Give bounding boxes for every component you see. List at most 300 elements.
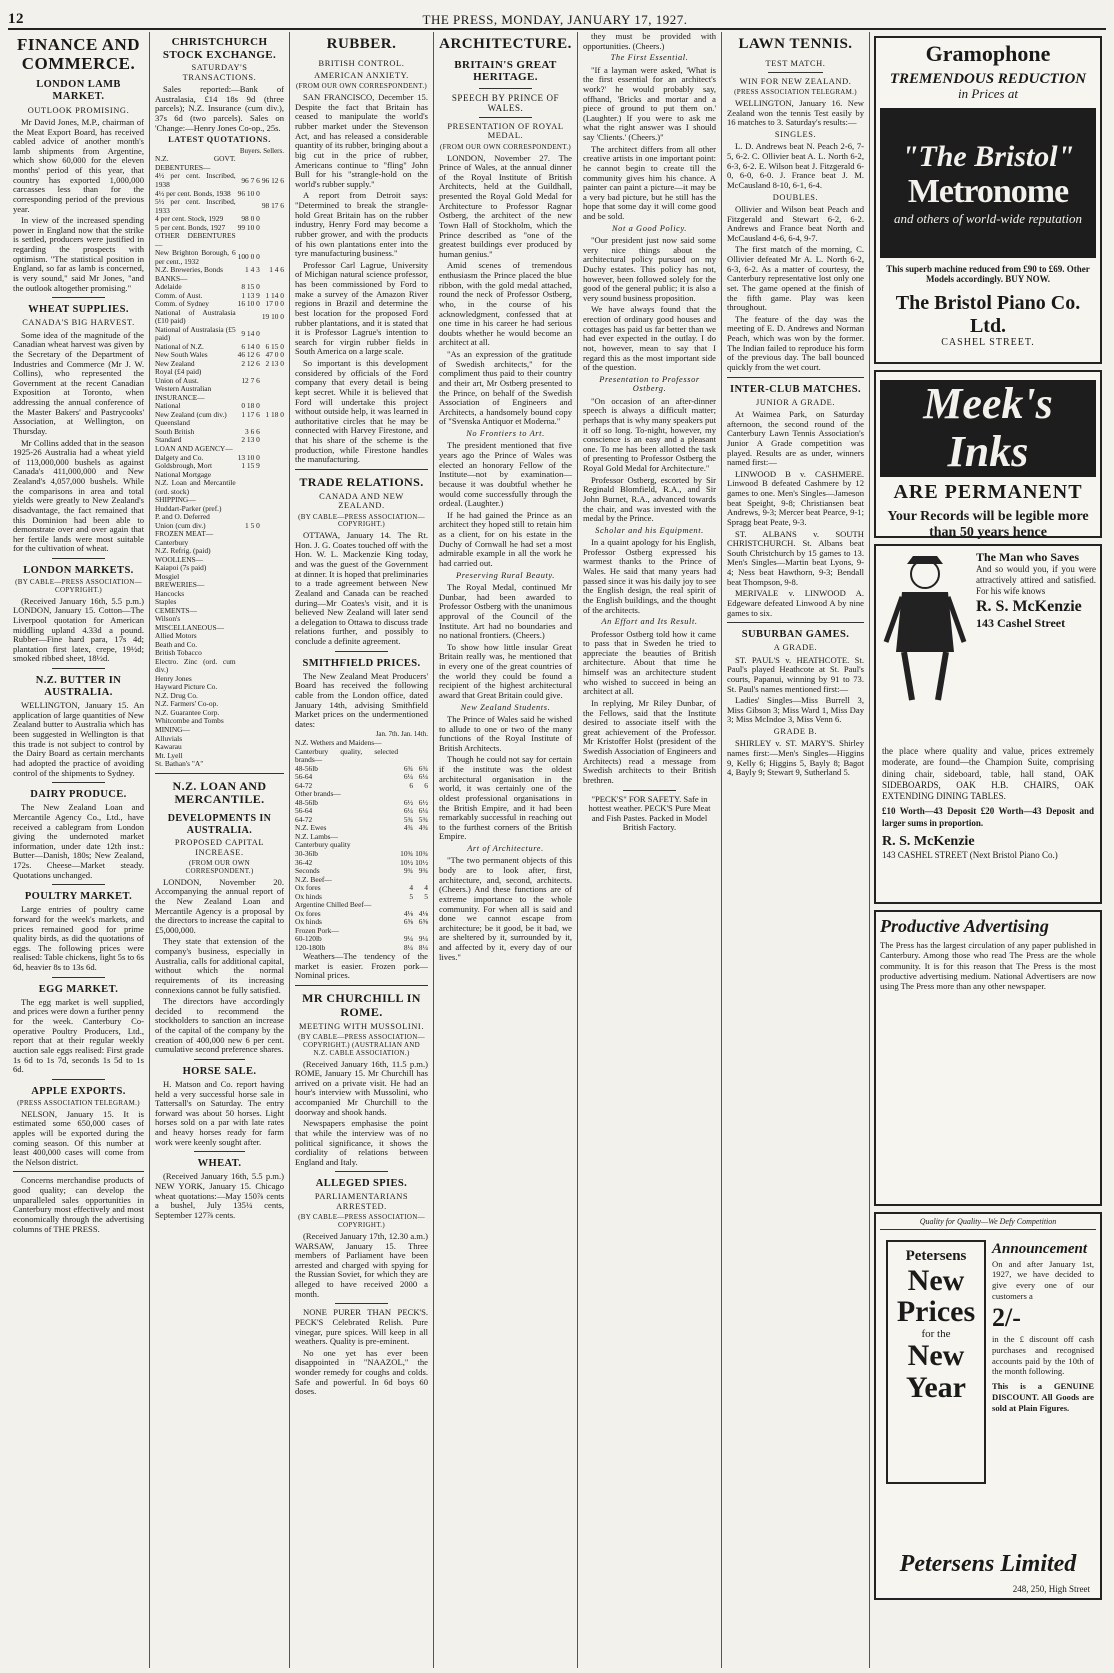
table-cell-name: Canterbury: [155, 537, 189, 547]
advert-address: 143 CASHEL STREET (Next Bristol Piano Co.): [882, 850, 1058, 861]
table-cell-value: [236, 539, 260, 548]
newspaper-title: THE PRESS, MONDAY, JANUARY 17, 1927.: [422, 12, 688, 27]
table-cell-value: 96 7 6: [241, 175, 260, 185]
table-cell-value: [236, 232, 260, 249]
table-cell-name: N.Z. Farmers' Co-op.: [155, 699, 219, 709]
table-cell-name: British Tobacco: [155, 648, 202, 658]
advert-signature: Petersens Limited: [899, 1551, 1077, 1578]
table-column-headers: Jan. 7th. Jan. 14th.: [375, 730, 428, 739]
divider: [727, 622, 864, 623]
article-subheading: MEETING WITH MUSSOLINI.: [298, 1021, 425, 1031]
table-row: [155, 155, 284, 172]
divider: [479, 88, 532, 89]
article-crosshead: No Frontiers to Art.: [466, 429, 545, 439]
table-cell-name: OTHER DEBENTURES—: [155, 231, 236, 249]
divider: [335, 1303, 388, 1304]
article-crosshead: Scholar and his Equipment.: [595, 525, 704, 535]
table-cell-value: 4: [424, 883, 428, 893]
table-cell-name: LOAN AND AGENCY—: [155, 443, 233, 453]
table-cell-name: N.Z. Refrig. (paid): [155, 546, 211, 556]
table-cell-value: 2 13 0: [241, 435, 260, 445]
article-subheading: GRADE B.: [773, 727, 818, 737]
advert-address: 248, 250, High Street: [1012, 1583, 1090, 1594]
table-cell-value: [236, 573, 260, 582]
table-cell-name: Kawarau: [155, 742, 182, 752]
table-cell-name: Huddart-Parker (pref.): [155, 503, 222, 513]
article-paragraph: If he had gained the Prince as an architect they hoped still to retain him as a client, for on his estate in the Duchy of Cornwall he had set a most admirable example in all the work he had carried out.: [439, 509, 572, 568]
table-cell-value: [236, 479, 260, 496]
advert-text: the place where quality and value, prices extremely moderate, are found—the Champion Suite, comprising dining chair, sideboard, table, hall stand, OAK SIDEBOARDS, OAK H.B. CHAIRS, OAK EXTENDING DINING TABLES.: [882, 746, 1094, 801]
column-lawn-tennis: [722, 32, 870, 1668]
table-cell-name: Ox hinds: [295, 917, 322, 927]
table-cell-value: 4⅛: [418, 908, 428, 918]
table-cell-value: [236, 556, 260, 565]
table-cell-value: 6¼: [418, 806, 428, 816]
article-paragraph: (Received January 16th, 5.5 p.m.) LONDON, January 15. Cotton—The Liverpool quotation for American middling upland 4.33d a pound. Rubber—Fine hard para, 17s 4d; plantation first latex, crepe, 19½d; smoked ribbed sheet, 18½d.: [13, 595, 144, 664]
table-cell-value: [413, 739, 428, 748]
advert-company: R. S. McKenzie: [882, 833, 975, 849]
article-paragraph: In a quaint apology for his English, Professor Ostberg expressed his warmest thanks to the Prince of Wales. He said that many years had passed since it was his daily joy to see the English design, the real spirit of the English buildings, and the thought of the architects.: [583, 537, 716, 615]
article-subheading: PROPOSED CAPITAL INCREASE.: [174, 838, 265, 857]
article-paragraph: "Our president just now said some very nice things about the architectural policy pursued on my Duchy estates. This policy has not, however, been followed solely for the good of the general public; it is also a very sound business proposition.: [583, 235, 716, 303]
table-row: [155, 309, 284, 326]
table-cell-value: [260, 249, 284, 266]
table-cell-value: [260, 505, 284, 514]
gramophone-banner: [880, 108, 1096, 258]
article-paragraph: OTTAWA, January 14. The Rt. Hon. J. G. Coates touched off with the Hon. W. L. Mackenzie King today, and was the guest of the Government at dinner. It is hoped that preliminaries to a trade agreement between New Zealand and Canada can be reached during—Mr Coates's visit, and it is believed New Zealand will later send a delegation to Ottawa to discuss trade relations further, and possibly to conclude a definite agreement.: [295, 530, 428, 647]
article-paragraph: Mr Collins added that in the season 1925-26 Australia had a wheat yield of 113,000,000 bushels as against Canada's 411,000,000 and New Zealand's 4,057,000 bushels. While the comparisons in area and total yields were greatly to New Zealand's disadvantage, the fact remained that this Dominion had been able to demonstrate over and over again that her fertile lands were most suitable for the cultivation of wheat.: [13, 437, 144, 554]
article-subheading: A GRADE.: [773, 643, 818, 653]
table-cell-value: [260, 436, 284, 445]
table-cell-value: [260, 683, 284, 692]
article-heading: SMITHFIELD PRICES.: [302, 657, 421, 669]
table-cell-value: 13 10 0: [237, 452, 260, 462]
article-paragraph: The directors have accordingly decided to recommend the stockholders to sanction an increase of the capital of the company by the creation of 400,000 new 6 per cent. cumulative second preference shares.: [155, 996, 284, 1055]
article-credit: (BY CABLE—PRESS ASSOCIATION—COPYRIGHT.): [298, 1213, 425, 1230]
table-cell-value: 10½: [415, 857, 428, 867]
table-cell-name: Wilson's: [155, 614, 181, 624]
article-subheading: BRITAIN'S GREAT HERITAGE.: [454, 58, 557, 84]
advert-body: [882, 746, 1094, 862]
table-cell-value: 1 18 0: [265, 409, 284, 419]
table-cell-value: [260, 530, 284, 539]
article-paragraph: So important is this development considered by officials of the Ford company that every detail is being kept secret. While it is believed that Ford will undertake this project without outside help, it was learned in authoritative circles that he may be connected with Harvey Firestone, and that his share of the scheme is the production, while Firestone handles the manufacturing.: [295, 358, 428, 465]
table-cell-value: [398, 739, 413, 748]
divider: [295, 985, 428, 986]
article-paragraph: (Received January 16th, 11.5 p.m.) ROME, January 15. Mr Churchill has arrived on a private visit. He had an hour's interview with Mussolini, who accompanied Mr Churchill to the doorway and shook hands.: [295, 1058, 428, 1117]
table-cell-name: Western Australian: [155, 384, 212, 394]
divider: [335, 651, 388, 652]
table-cell-value: [236, 760, 260, 769]
table-cell-value: [260, 428, 284, 437]
table-cell-value: [260, 752, 284, 761]
table-cell-name: Ox hinds: [295, 891, 322, 901]
table-cell-name: MINING—: [155, 725, 190, 734]
article-paragraph: L. D. Andrews beat N. Peach 2-6, 7-5, 6-2. C. Ollivier beat A. L. North 6-2, 6-3, 6-2. E. Wilson beat J. Fitzgerald 6-0, 6-0, 6-0. J. France beat J. M. McCausland 8-10, 6-1, 6-4.: [727, 141, 864, 190]
table-cell-value: 1 5 0: [245, 520, 260, 530]
table-cell-name: Union of Aust.: [155, 375, 199, 385]
table-cell-value: 1 4 6: [269, 265, 284, 275]
article-subheading: PARLIAMENTARIANS ARRESTED.: [314, 1192, 409, 1211]
article-subheading: CANADA AND NEW ZEALAND.: [319, 491, 404, 511]
advert-tagline: ARE PERMANENT: [893, 480, 1083, 503]
table-cell-value: [260, 496, 284, 505]
table-cell-value: 4¾: [418, 823, 428, 833]
table-cell-value: 1 15 9: [241, 461, 260, 471]
article-paragraph: We have always found that the erection of ordinary good houses and cottages has paid us far better than we had ever expected in the outlay. I do not, however, mean to say that I regard this as the most important side of the question.: [583, 304, 716, 373]
table-cell-value: 5¾: [418, 814, 428, 824]
article-heading: EGG MARKET.: [38, 983, 119, 995]
article-heading: LONDON LAMB MARKET.: [36, 79, 121, 103]
table-cell-name: N.Z. Guarantee Corp.: [155, 707, 220, 717]
article-heading: WHEAT.: [197, 1158, 242, 1170]
table-cell-value: [236, 385, 260, 394]
article-paragraph: Amid scenes of tremendous enthusiasm the Prince placed the blue ribbon, with the gold medal attached, round the neck of Professor Ostberg, who, in the course of his acknowledgment, confessed that at one time in his career he had serious doubts whether he would become an architect at all.: [439, 260, 572, 348]
article-paragraph: A report from Detroit says: "Determined to break the strangle-hold Great Britain has on the rubber industry, Henry Ford may become a rubber grower, and with the products of his own plantations enter into the tyre manufacturing business.": [295, 190, 428, 259]
table-cell-value: [413, 833, 428, 842]
advert-headline: Announcement: [992, 1241, 1088, 1257]
table-cell-value: [260, 385, 284, 394]
article-crosshead: Not a Good Policy.: [611, 223, 687, 233]
table-cell-value: [260, 224, 284, 233]
small-advert: "PECK'S" FOR SAFETY. Safe in hottest weather. PECK'S Pure Meat and Fish Pastes. Packed in Model British Factory.: [588, 793, 711, 833]
table-cell-value: 6¼: [403, 806, 414, 816]
table-cell-value: [236, 607, 260, 616]
table-cell-value: [236, 598, 260, 607]
announcement-block: [992, 1240, 1094, 1413]
column-rubber: [290, 32, 434, 1668]
table-cell-name: St. Bathan's "A": [155, 759, 204, 769]
table-cell-value: 6 15 0: [265, 341, 284, 351]
table-cell-value: 8¼: [403, 942, 414, 952]
table-cell-value: [260, 649, 284, 658]
table-cell-value: [260, 394, 284, 403]
meeks-inks-advert: [874, 370, 1102, 538]
table-cell-value: 1 14 0: [265, 290, 284, 300]
article-paragraph: they must be provided with opportunities. (Cheers.): [583, 32, 716, 51]
advert-model: "The Bristol": [901, 139, 1075, 173]
article-paragraph: Ollivier and Wilson beat Peach and Fitzgerald and Stewart 6-2, 6-2. Andrews and France beat North and McCausland 4-6, 6-4, 9-7.: [727, 203, 864, 243]
new-prices-box: [886, 1240, 986, 1484]
table-cell-name: Other brands—: [295, 789, 341, 799]
table-cell-name: Mt. Lyell: [155, 750, 183, 760]
table-cell-value: [260, 573, 284, 582]
table-cell-value: [260, 735, 284, 744]
article-paragraph: Ladies' Singles—Miss Burrell 3, Miss Gibson 3; Miss Ward 1, Miss Day 3; Miss McIndoe 3, Miss Venn 6.: [727, 695, 864, 725]
advert-company: R. S. McKenzie: [976, 597, 1082, 615]
table-cell-value: 12 7 6: [241, 375, 260, 385]
article-heading: APPLE EXPORTS.: [31, 1085, 126, 1097]
table-cell-value: 3 6 6: [245, 426, 260, 436]
table-cell-value: 9¼: [403, 934, 414, 944]
smithfield-table: [295, 739, 428, 952]
table-cell-value: [236, 726, 260, 735]
table-cell-name: INSURANCE—: [155, 392, 205, 402]
advert-headline: Prices: [896, 1295, 976, 1329]
article-paragraph: In view of the increased spending power in England now that the strike is settled, producers were justified in regarding the prospects with optimism. "The statistical position in England, so far as lamb is concerned, is very sound," said Mr Jones, "and the outlook altogether promising.": [13, 215, 144, 293]
table-cell-name: New South Wales: [155, 350, 208, 360]
article-heading: MR CHURCHILL IN ROME.: [302, 991, 421, 1019]
table-cell-name: Royal (£4 paid): [155, 367, 202, 377]
article-heading: HORSE SALE.: [182, 1065, 257, 1077]
table-cell-name: New Zealand: [155, 358, 195, 368]
advert-headline: The Man who Saves: [976, 550, 1080, 564]
advert-body: [976, 550, 1096, 630]
table-cell-value: 4: [409, 883, 414, 893]
article-paragraph: (Received January 16th, 5.5 p.m.) NEW YORK, January 15. Chicago wheat quotations:—May 150⅞ cents a bushel, July 135¼ cents, September 127⅞ cents.: [155, 1171, 284, 1220]
table-cell-value: [236, 717, 260, 726]
table-cell-value: [236, 505, 260, 514]
column-architecture-cont: [578, 32, 722, 1668]
article-paragraph: Some idea of the magnitude of the Canadian wheat harvest was given by the Secretary of the Department of Industries and Commerce (Mr J. W. Collins), who represented the Government at the recent Canadian Exposition at Toronto, when addressing the annual conference of the Master Bakers' and Pastrycooks' Association, at Wellington, on Thursday.: [13, 329, 144, 436]
table-cell-value: 10¾: [400, 849, 414, 858]
table-cell-name: Ox fores: [295, 883, 321, 893]
article-heading: N.Z. BUTTER IN AUSTRALIA.: [35, 675, 122, 699]
article-paragraph: Newspapers emphasise the point that while the interview was of no political significance, it shows the cordiality of relations between England and Italy.: [295, 1118, 428, 1167]
table-cell-value: 9¾: [418, 866, 428, 876]
table-cell-name: 36-42: [295, 857, 313, 867]
quotations-table: [155, 155, 284, 768]
divider: [768, 72, 823, 73]
article-heading: POULTRY MARKET.: [24, 891, 133, 903]
divider: [155, 773, 284, 774]
table-cell-value: [260, 215, 284, 224]
masthead: [8, 6, 1106, 30]
divider: [52, 884, 104, 885]
table-cell-name: Queensland: [155, 418, 190, 428]
article-crosshead: The First Essential.: [610, 53, 689, 63]
divider: [194, 1059, 246, 1060]
table-cell-name: WOOLLENS—: [155, 554, 204, 564]
table-cell-value: [260, 556, 284, 565]
table-cell-name: BREWERIES—: [155, 580, 205, 590]
table-cell-name: New Zealand (cum div.): [155, 409, 227, 419]
article-paragraph: WELLINGTON, January 15. An application of large quantities of New Zealand butter to Australia which has been suggested in Wellington is that this trade is not subject to control by the Dairy Board as certain merchants had adopted the practice of avoiding control of the shipments to Sydney.: [13, 700, 144, 778]
man-illustration-icon: [882, 552, 968, 702]
article-subheading: BRITISH CONTROL.: [318, 58, 405, 68]
table-cell-name: CEMENTS—: [155, 605, 197, 615]
table-cell-value: [398, 833, 413, 842]
table-cell-value: [260, 232, 284, 249]
column-architecture: [434, 32, 578, 1668]
article-heading: LONDON MARKETS.: [23, 565, 134, 576]
article-paragraph: Weathers—The tendency of the market is easier. Frozen pork—Nominal prices.: [295, 951, 428, 981]
petersens-advert: [874, 1212, 1102, 1600]
article-paragraph: LINWOOD B v. CASHMERE. Linwood B defeated Cashmere by 12 games to one. Men's Singles—Jameson beat Speight, 9-8; Christiansen beat Andrews, 9-3; Mercer beat Pearce, 9-1; Spragg beat Peate, 9-3.: [727, 468, 864, 527]
table-cell-name: 4½ per cent. Bonds, 1938: [155, 188, 231, 198]
table-cell-name: Canterbury quality, selected brands—: [295, 746, 399, 765]
advert-text: Your Records will be legible more than 50 years hence: [887, 509, 1089, 540]
divider: [52, 558, 104, 559]
advert-strapline: Quality for Quality—We Defy Competition: [880, 1218, 1096, 1230]
article-crosshead: Art of Architecture.: [467, 844, 544, 854]
article-heading: WHEAT SUPPLIES.: [28, 304, 129, 316]
table-cell-value: [260, 692, 284, 701]
advert-text: On and after January 1st, 1927, we have decided to give every one of our customers a: [992, 1258, 1094, 1301]
table-cell-value: 8 15 0: [241, 282, 260, 292]
table-cell-value: [236, 649, 260, 658]
divider: [52, 668, 104, 669]
article-credit: (FROM OUR OWN CORRESPONDENT.): [439, 142, 572, 151]
table-cell-value: [260, 462, 284, 471]
table-cell-value: 6: [424, 780, 428, 790]
table-cell-name: Beath and Co.: [155, 639, 198, 649]
table-cell-value: 6¾: [418, 763, 428, 773]
advert-text: and others of world-wide reputation: [893, 210, 1083, 226]
table-row: [155, 198, 284, 215]
table-cell-value: [260, 539, 284, 548]
table-cell-name: N.Z. Loan and Mercantile (ord. stock): [155, 478, 236, 496]
table-cell-name: N.Z. Wethers and Maidens—: [295, 738, 382, 748]
table-cell-value: [260, 717, 284, 726]
article-heading: RUBBER.: [326, 36, 397, 52]
table-cell-name: Whitcombe and Tombs: [155, 716, 224, 726]
table-row: [155, 172, 284, 189]
article-subheading: TEST MATCH.: [765, 58, 826, 68]
advert-company: The Bristol Piano Co. Ltd.: [895, 292, 1081, 337]
table-cell-value: [236, 496, 260, 505]
table-row: [155, 249, 284, 266]
table-cell-value: 2 13 0: [265, 358, 284, 368]
table-cell-name: N.Z. Lambs—: [295, 831, 338, 841]
table-cell-value: 2 12 6: [241, 358, 260, 368]
advert-prices: £10 Worth—43 Deposit £20 Worth—43 Deposit and larger sums in proportion.: [882, 806, 1094, 828]
column-finance: [8, 32, 150, 1668]
table-cell-name: Alluvials: [155, 733, 183, 743]
table-cell-name: 5½ per cent. Inscribed, 1933: [155, 197, 236, 215]
article-heading: CHRISTCHURCH STOCK EXCHANGE.: [162, 36, 277, 61]
article-paragraph: The Royal Medal, continued Mr Dunbar, had been awarded to Professor Ostberg with the unanimous approval of the Council of the Institute. Art had no boundaries and no national frontiers. (Cheers.): [439, 582, 572, 641]
article-crosshead: Presentation to Professor Ostberg.: [599, 374, 700, 394]
table-cell-value: 98 0 0: [241, 214, 260, 224]
article-credit: (PRESS ASSOCIATION TELEGRAM.): [734, 88, 857, 97]
table-cell-value: [236, 547, 260, 556]
article-subheading: PRESENTATION OF ROYAL MEDAL.: [447, 121, 564, 141]
table-cell-name: N.Z. GOVT. DEBENTURES—: [155, 154, 236, 172]
article-paragraph: "As an expression of the gratitude of Swedish architects," for the compliment thus paid to their country and their art, Mr Ostberg presented to the Prince, on behalf of the Swedish Association of Engineers and Architects, a handsomely bound copy of "Svenska Antiquor et Moderna.": [439, 349, 572, 427]
divider: [623, 790, 676, 791]
article-paragraph: NELSON, January 15. It is estimated some 650,000 cases of apples will be exported during the coming season. Of this number at least 400,000 cases will come from the Nelson district.: [13, 1108, 144, 1167]
table-cell-value: [260, 275, 284, 284]
table-cell-value: [260, 522, 284, 531]
columns: [8, 32, 1106, 1668]
divider: [335, 1171, 388, 1172]
table-cell-value: [236, 743, 260, 752]
table-cell-name: Canterbury quality: [295, 840, 351, 850]
table-cell-value: [236, 641, 260, 650]
table-cell-value: [236, 581, 260, 590]
table-cell-value: [413, 748, 428, 765]
table-cell-name: 48-56lb: [295, 797, 318, 807]
article-paragraph: "If a layman were asked, 'What is the first essential for an architect's work?' he would probably say, offhand, 'Bricks and mortar and a piece of ground to put them on.' (Laughter.) If you were to ask me what the right answer was I should say 'Clients.' (Cheers.)": [583, 64, 716, 143]
table-cell-name: N.Z. Drug Co.: [155, 690, 198, 700]
advert-headline: New: [907, 1339, 965, 1373]
table-cell-value: 6⅝: [418, 917, 428, 927]
advert-model: Metronome: [907, 173, 1069, 211]
table-cell-value: [236, 658, 260, 675]
table-cell-value: [260, 743, 284, 752]
article-subheading: JUNIOR A GRADE.: [755, 397, 836, 407]
table-cell-value: [236, 615, 260, 624]
table-cell-name: N.Z. Breweries, Bonds: [155, 265, 223, 275]
table-cell-value: [236, 564, 260, 573]
article-crosshead: SINGLES.: [774, 130, 817, 140]
table-cell-name: Goldsbrough, Mort: [155, 461, 213, 471]
article-paragraph: Professor Ostberg, escorted by Sir Reginald Blomfield, R.A., and Sir John Burnet, R.A., advanced towards the chair, and was invested with the medal by the Prince.: [583, 474, 716, 524]
article-paragraph: MERIVALE v. LINWOOD A. Edgeware defeated Linwood A by nine games to six.: [727, 588, 864, 618]
table-column-headers: Buyers. Sellers.: [239, 146, 284, 155]
table-cell-value: [236, 309, 260, 326]
advert-text: in the £ discount off cash purchases and recognised accounts paid by the 10th of the month following.: [992, 1334, 1094, 1377]
table-cell-value: [236, 198, 260, 215]
article-paragraph: WELLINGTON, January 16. New Zealand won the tennis Test easily by 16 matches to 3. Saturday's results:—: [727, 98, 864, 128]
article-paragraph: Professor Ostberg told how it came to pass that in Sweden he tried to appreciate the beauties of British architecture. About that time he himself was an architecture student who wished to succeed in being an architect at all.: [583, 628, 716, 697]
table-cell-value: 9¾: [403, 866, 414, 876]
table-cell-value: 5: [424, 891, 428, 901]
table-cell-value: 8¼: [418, 942, 428, 952]
table-cell-value: 1 17 6: [241, 409, 260, 419]
divider: [479, 117, 532, 118]
table-cell-value: 96 12 6: [261, 175, 284, 185]
table-cell-name: N.Z. Ewes: [295, 823, 327, 833]
advert-text: This is a GENUINE DISCOUNT. All Goods are sold at Plain Figures.: [992, 1381, 1094, 1413]
table-cell-value: [236, 709, 260, 718]
table-cell-value: [260, 155, 284, 172]
table-cell-value: [260, 326, 284, 343]
article-crosshead: New Zealand Students.: [460, 702, 551, 712]
table-cell-value: 6 14 0: [241, 341, 260, 351]
table-row: [295, 773, 428, 782]
house-advert: Concerns merchandise products of good quality; can develop the unparalleled sales opportunities in Canterbury most effectively and most economically through the advertising columns of THE PRESS.: [13, 1175, 144, 1234]
article-paragraph: LONDON, November 27. The Prince of Wales, at the annual dinner of the Royal Institute of British Architects, held at the Guildhall, presented the Royal Gold Medal for Architecture to Professor Ragnar Ostberg, the architect of the new Town Hall of Stockholm, which the Prince described as "one of the greatest buildings ever produced by human genius.": [439, 152, 572, 259]
productive-advertising-advert: [874, 910, 1102, 1206]
divider: [13, 1171, 144, 1172]
table-cell-value: 1 13 9: [241, 290, 260, 300]
table-cell-value: [236, 471, 260, 480]
table-cell-value: [260, 590, 284, 599]
table-cell-value: 9 14 0: [241, 329, 260, 339]
table-cell-value: [260, 709, 284, 718]
table-cell-name: Staples: [155, 597, 177, 607]
table-cell-value: 6¼: [403, 772, 414, 782]
table-cell-value: [260, 479, 284, 496]
table-cell-name: Kaiapoi (7s paid): [155, 563, 207, 573]
table-cell-name: Electro. Zinc (ord. cum div.): [155, 656, 236, 675]
table-cell-name: 56-64: [295, 806, 313, 816]
table-cell-value: [236, 735, 260, 744]
article-crosshead: DOUBLES.: [772, 192, 819, 202]
table-cell-name: 64-72: [295, 780, 313, 790]
article-heading: LAWN TENNIS.: [738, 36, 853, 52]
table-cell-value: [260, 615, 284, 624]
table-cell-value: 19 10 0: [261, 311, 284, 321]
mckenzie-furniture-advert: [874, 544, 1102, 904]
article-paragraph: Mr David Jones, M.P., chairman of the Meat Export Board, has received cabled advice of another month's lamb shipments from Argentine, which show 60,000 for the eleven months' period of this year, that country has exported 1,000,000 carcasses less than for the corresponding period of the previous year.: [13, 116, 144, 214]
table-cell-name: MISCELLANEOUS—: [155, 622, 224, 632]
article-paragraph: Professor Carl Lagrue, University of Michigan natural science professor, has been commissioned by Ford to make a survey of the Amazon River regions in Brazil and determine the best location for the proposed Ford rubber plantations, and it is stated that it is Professor Lagrue's intention to search for virgin rubber fields in South America on a large scale.: [295, 259, 428, 357]
article-paragraph: The New Zealand Loan and Mercantile Agency Co., Ltd., have received a cablegram from London giving the undernoted market information, under date 12th inst.: Butter—Danish, 180s; New Zealand, 172s. Cheese—Market steady. Quotations unchanged.: [13, 802, 144, 880]
article-paragraph: (Received January 17th, 12.30 a.m.) WARSAW, January 15. Three members of Parliament have been arrested and charged with spying for the Russian Soviet, for which they are alleged to have received 2000 a month.: [295, 1230, 428, 1299]
advert-address: CASHEL STREET.: [941, 336, 1035, 348]
advert-address: 143 Cashel Street: [976, 615, 1066, 630]
article-paragraph: Sales reported:—Bank of Australasia, £14 18s 9d (three parcels); N.Z. Insurance (cum div.), 37s 6d (two parcels). Sales on 'Change:—Henry Jones Co-op., 25s.: [155, 84, 284, 133]
table-cell-value: [260, 624, 284, 633]
table-cell-value: 5¾: [403, 814, 414, 824]
table-cell-name: Standard: [155, 435, 182, 445]
article-subheading: SPEECH BY PRINCE OF WALES.: [451, 92, 560, 113]
table-cell-value: 99 10 0: [237, 222, 260, 232]
article-heading: ARCHITECTURE.: [439, 36, 572, 52]
